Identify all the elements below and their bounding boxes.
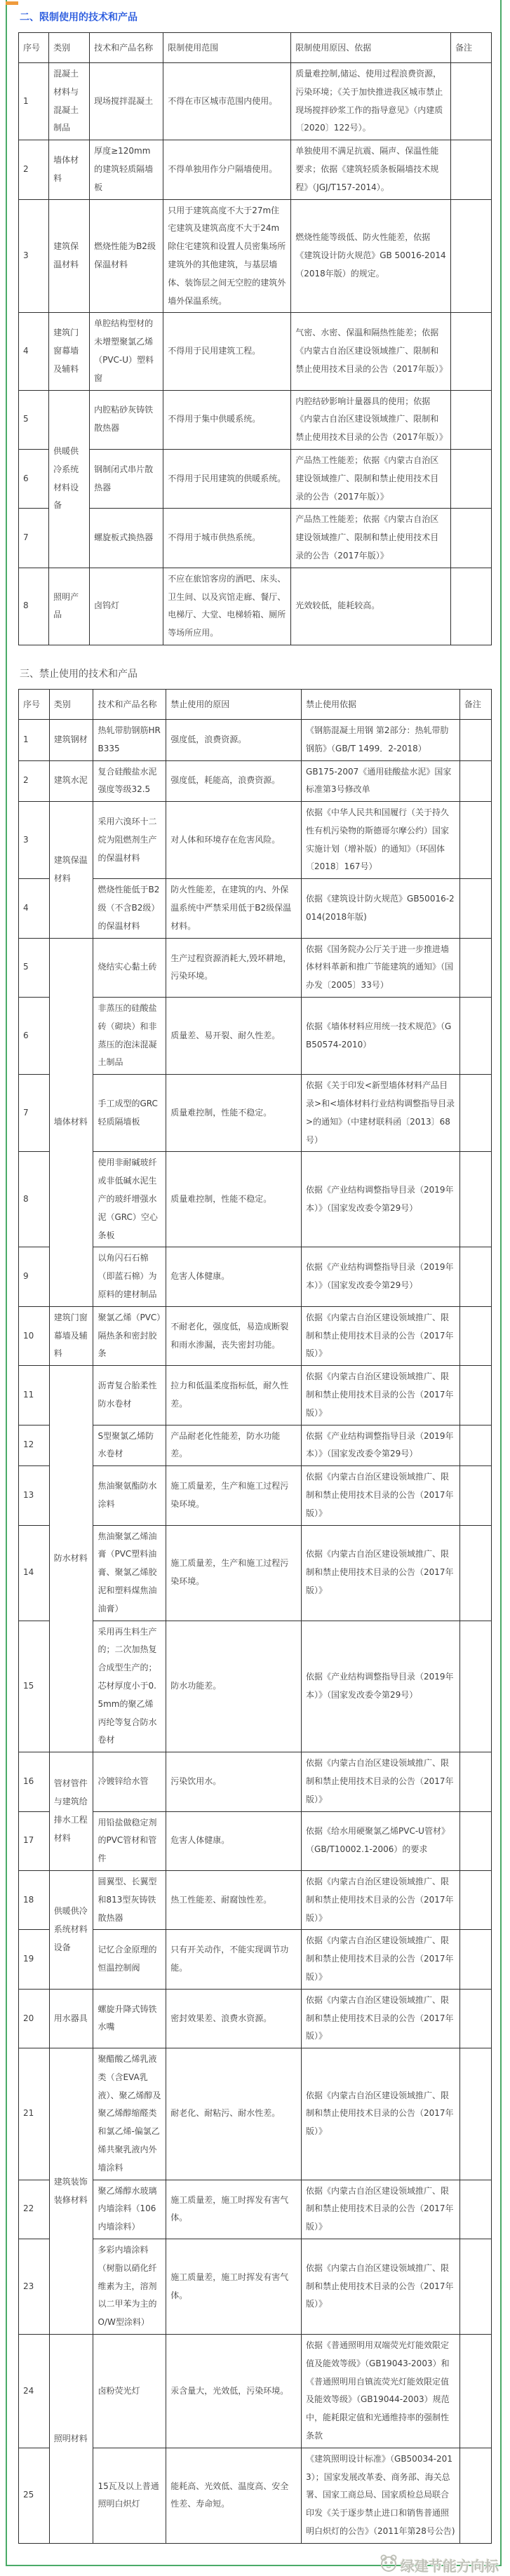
- column-header: 技术和产品名称: [90, 33, 163, 63]
- table-row: [19, 938, 492, 997]
- cell-note: [459, 1425, 491, 1466]
- header-row: [19, 689, 492, 719]
- cell-category: 建筑水泥: [49, 760, 93, 802]
- header-row: [19, 33, 492, 63]
- table-row: [19, 390, 492, 449]
- cell-note: [459, 719, 491, 760]
- cell-basis: 《钢筋混凝土用钢 第2部分：热轧带肋钢筋》（GB/T 1499．2-2018）: [302, 719, 460, 760]
- table-row: [19, 802, 492, 879]
- watermark-text: 绿建节能方向标: [401, 2557, 499, 2575]
- column-header: 备注: [459, 689, 491, 719]
- cell-name: 热轧带肋钢筋HRB335: [93, 719, 166, 760]
- cell-note: [451, 313, 492, 390]
- cell-name: 沥青复合胎柔性防水卷材: [93, 1366, 166, 1425]
- cell-name: 螺旋升降式铸铁水嘴: [93, 1989, 166, 2048]
- cell-name: 聚乙烯醇水玻璃内墙涂料（106内墙涂料）: [93, 2180, 166, 2239]
- cell-no: 17: [19, 1811, 50, 1870]
- cell-no: 1: [19, 63, 49, 140]
- cell-note: [459, 1752, 491, 1811]
- section-title-prohibited: 三、禁止使用的技术和产品: [20, 668, 137, 680]
- cell-reason: 生产过程资源消耗大,毁坏耕地，污染环境。: [166, 938, 302, 997]
- cell-reason: 强度低，浪费资源。: [166, 719, 302, 760]
- cell-note: [451, 390, 492, 449]
- cell-name: 单腔结构型材的未增塑聚氯乙烯（PVC-U）塑料窗: [90, 313, 163, 390]
- cell-note: [459, 1366, 491, 1425]
- panda-logo-icon: [380, 2554, 398, 2576]
- cell-category: 建筑门窗幕墙及辅料: [49, 1306, 93, 1365]
- cell-reason: 质量难控制，性能不稳定。: [166, 1075, 302, 1152]
- cell-basis: 依据《关于印发<新型墙体材料产品目录>和<墙体材料行业结构调整指导目录>的通知》（中建材联科函〔2013〕68号）: [302, 1075, 460, 1152]
- cell-no: 5: [19, 390, 49, 449]
- cell-no: 23: [19, 2239, 50, 2335]
- cell-reason: 施工质量差，施工时挥发有害气体。: [166, 2180, 302, 2239]
- cell-no: 8: [19, 568, 49, 645]
- cell-reason: 防火性能差，在建筑的内、外保温系统中严禁采用低于B2级保温材料。: [166, 879, 302, 938]
- cell-no: 24: [19, 2335, 50, 2448]
- cell-name: 燃烧性能为B2级保温材料: [90, 199, 163, 313]
- cell-name: 多彩内墙涂料（树脂以硝化纤维素为主，溶剂以二甲苯为主的O/W型涂料）: [93, 2239, 166, 2335]
- cell-name: 以角闪石石棉（即蓝石棉）为原料的建材制品: [93, 1247, 166, 1306]
- cell-no: 10: [19, 1306, 50, 1365]
- cell-basis: 依据《产业结构调整指导目录（2019年本）》（国家发改委令第29号）: [302, 1152, 460, 1247]
- column-header: 序号: [19, 689, 50, 719]
- cell-no: 11: [19, 1366, 50, 1425]
- cell-basis: GB175-2007《通用硅酸盐水泥》国家标准第3号修改单: [302, 760, 460, 802]
- cell-name: 烧结实心黏土砖: [93, 938, 166, 997]
- column-header: 禁止使用依据: [302, 689, 460, 719]
- cell-note: [459, 2335, 491, 2448]
- cell-scope: 不得用于集中供暖系统。: [163, 390, 291, 449]
- cell-name: 聚氯乙烯（PVC）隔热条和密封胶条: [93, 1306, 166, 1365]
- table-row: [19, 1989, 492, 2048]
- cell-no: 16: [19, 1752, 50, 1811]
- cell-no: 6: [19, 449, 49, 508]
- cell-no: 13: [19, 1466, 50, 1525]
- cell-no: 22: [19, 2180, 50, 2239]
- cell-basis: 依据《建筑设计防火规范》GB50016-2014(2018年版): [302, 879, 460, 938]
- cell-reason: 内腔结砂影响计量器具的使用；依据《内蒙古自治区建设领域推广、限制和禁止使用技术目录的公告（2017年版）》: [291, 390, 451, 449]
- cell-no: 20: [19, 1989, 50, 2048]
- cell-note: [459, 1811, 491, 1870]
- cell-category: 墙体材料: [49, 938, 93, 1306]
- cell-no: 8: [19, 1152, 50, 1247]
- cell-no: 4: [19, 879, 50, 938]
- cell-no: 9: [19, 1247, 50, 1306]
- cell-no: 12: [19, 1425, 50, 1466]
- cell-note: [451, 509, 492, 568]
- cell-reason: 质量难控制,储运、使用过程浪费资源，污染环境；《关于加快推进我区城市禁止现场搅拌砂浆工作的指导意见》（内建质〔2020〕122号）。: [291, 63, 451, 140]
- cell-scope: 不得用于民用建筑的供暖系统。: [163, 449, 291, 508]
- cell-note: [459, 802, 491, 879]
- column-header: 序号: [19, 33, 49, 63]
- table-row: [19, 719, 492, 760]
- restricted-products-table: [18, 32, 492, 645]
- cell-name: 焦油聚氯乙烯油膏（PVC塑料油膏、聚氯乙烯胶泥和塑料煤焦油油膏）: [93, 1525, 166, 1621]
- cell-reason: 产品热工性能差；依据《内蒙古自治区建设领域推广、限制和禁止使用技术目录的公告（2017年版）》: [291, 509, 451, 568]
- page-frame: [6, 0, 502, 2575]
- column-header: 禁止使用的原因: [166, 689, 302, 719]
- cell-reason: 施工质量差，施工时挥发有害气体。: [166, 2239, 302, 2335]
- table-row: [19, 1306, 492, 1365]
- cell-basis: 依据《产业结构调整指导目录（2019年本）》（国家发改委令第29号）: [302, 1621, 460, 1752]
- cell-reason: 热工性能差、耐腐蚀性差。: [166, 1870, 302, 1929]
- cell-note: [451, 449, 492, 508]
- cell-name: 燃烧性能低于B2级（不含B2级）的保温材料: [93, 879, 166, 938]
- cell-basis: 依据《国务院办公厅关于进一步推进墙体材料革新和推广节能建筑的通知》（国办发〔2005〕33号）: [302, 938, 460, 997]
- cell-basis: 依据《中华人民共和国履行（关于持久性有机污染物的斯德哥尔摩公约）国家实施计划（增补版）的通知》（环固体〔2018〕167号）: [302, 802, 460, 879]
- cell-basis: 依据《产业结构调整指导目录（2019年本）》（国家发改委令第29号）: [302, 1425, 460, 1466]
- cell-name: 内腔粘砂灰铸铁散热器: [90, 390, 163, 449]
- cell-name: 厚度≥120mm的建筑轻质隔墙板: [90, 140, 163, 199]
- cell-name: 聚醋酸乙烯乳液类（含EVA乳液）、聚乙烯醇及聚乙烯醇缩醛类和氯乙烯-偏氯乙烯共聚乳液内外墙涂料: [93, 2048, 166, 2180]
- cell-name: 采用再生料生产的；二次加热复合成型生产的；芯材厚度小于0.5mm的聚乙烯丙纶等复合防水卷材: [93, 1621, 166, 1752]
- table-row: [19, 509, 492, 568]
- table-row: [19, 313, 492, 390]
- column-header: 技术和产品名称: [93, 689, 166, 719]
- cell-note: [459, 2239, 491, 2335]
- cell-basis: 依据《内蒙古自治区建设领域推广、限制和禁止使用技术目录的公告（2017年版）》: [302, 1366, 460, 1425]
- cell-basis: 依据《内蒙古自治区建设领域推广、限制和禁止使用技术目录的公告（2017年版）》: [302, 2180, 460, 2239]
- cell-no: 7: [19, 1075, 50, 1152]
- cell-reason: 污染饮用水。: [166, 1752, 302, 1811]
- table-row: [19, 63, 492, 140]
- watermark: [380, 2554, 499, 2576]
- cell-reason: 危害人体健康。: [166, 1811, 302, 1870]
- table-row: [19, 140, 492, 199]
- cell-no: 2: [19, 140, 49, 199]
- cell-basis: 依据《内蒙古自治区建设领域推广、限制和禁止使用技术目录的公告（2017年版）》: [302, 1870, 460, 1929]
- cell-reason: 耐老化、耐粘污、耐水性差。: [166, 2048, 302, 2180]
- cell-name: 手工成型的GRC轻质隔墙板: [93, 1075, 166, 1152]
- cell-reason: 强度低，耗能高，浪费资源。: [166, 760, 302, 802]
- cell-reason: 施工质量差，生产和施工过程污染环境。: [166, 1525, 302, 1621]
- table-row: [19, 1366, 492, 1425]
- cell-reason: 汞含量大，光效低，污染环境。: [166, 2335, 302, 2448]
- cell-reason: 只有开关动作，不能实现调节功能。: [166, 1930, 302, 1989]
- cell-name: 15瓦及以上普通照明白炽灯: [93, 2448, 166, 2543]
- cell-note: [451, 568, 492, 645]
- cell-name: 圆翼型、长翼型和813型灰铸铁散热器: [93, 1870, 166, 1929]
- cell-note: [459, 1621, 491, 1752]
- cell-name: 复合硅酸盐水泥强度等级32.5: [93, 760, 166, 802]
- cell-no: 18: [19, 1870, 50, 1929]
- cell-name: 钢制闭式串片散热器: [90, 449, 163, 508]
- cell-category: 照明材料: [49, 2335, 93, 2544]
- cell-reason: 施工质量差，生产和施工过程污染环境。: [166, 1466, 302, 1525]
- cell-note: [459, 1870, 491, 1929]
- cell-category: 建筑保温材料: [49, 802, 93, 939]
- column-header: 限制使用原因、依据: [291, 33, 451, 63]
- cell-scope: 不应在旅馆客房的酒吧、床头、卫生间、以及宾馆走廊、餐厅、电梯厅、大堂、电梯轿箱、厕所等场所应用。: [163, 568, 291, 645]
- column-header: 类别: [49, 33, 90, 63]
- table-row: [19, 760, 492, 802]
- cell-category: 供暖供冷系统材料设备: [49, 390, 90, 568]
- cell-name: 螺旋板式换热器: [90, 509, 163, 568]
- cell-basis: 依据《内蒙古自治区建设领域推广、限制和禁止使用技术目录的公告（2017年版）》: [302, 1525, 460, 1621]
- cell-reason: 能耗高、光效低、温度高、安全性差、寿命短。: [166, 2448, 302, 2543]
- cell-reason: 对人体和环境存在危害风险。: [166, 802, 302, 879]
- cell-note: [459, 1306, 491, 1365]
- cell-note: [459, 879, 491, 938]
- cell-basis: 依据《内蒙古自治区建设领域推广、限制和禁止使用技术目录的公告（2017年版）》: [302, 2048, 460, 2180]
- cell-note: [459, 1466, 491, 1525]
- cell-note: [459, 1075, 491, 1152]
- cell-reason: 拉力和低温柔度指标低，耐久性差。: [166, 1366, 302, 1425]
- cell-name: 焦油聚氨酯防水涂料: [93, 1466, 166, 1525]
- column-header: 类别: [49, 689, 93, 719]
- table-row: [19, 568, 492, 645]
- cell-category: 建筑钢材: [49, 719, 93, 760]
- cell-basis: 依据《内蒙古自治区建设领域推广、限制和禁止使用技术目录的公告（2017年版）》: [302, 1306, 460, 1365]
- cell-note: [459, 1989, 491, 2048]
- cell-no: 19: [19, 1930, 50, 1989]
- cell-name: 采用六溴环十二烷为阻燃剂生产的保温材料: [93, 802, 166, 879]
- cell-name: 卤粉荧光灯: [93, 2335, 166, 2448]
- cell-no: 3: [19, 199, 49, 313]
- cell-basis: 依据《内蒙古自治区建设领域推广、限制和禁止使用技术目录的公告（2017年版）》: [302, 1930, 460, 1989]
- cell-no: 3: [19, 802, 50, 879]
- cell-basis: 依据《内蒙古自治区建设领域推广、限制和禁止使用技术目录的公告（2017年版）》: [302, 2239, 460, 2335]
- cell-reason: 质量难控制，性能不稳定。: [166, 1152, 302, 1247]
- cell-no: 21: [19, 2048, 50, 2180]
- cell-basis: 依据《产业结构调整指导目录（2019年本）》（国家发改委令第29号）: [302, 1247, 460, 1306]
- section-prohibited: [18, 666, 495, 2544]
- cell-name: 记忆合金原理的恒温控制阀: [93, 1930, 166, 1989]
- cell-reason: 防水功能差。: [166, 1621, 302, 1752]
- cell-reason: 单独使用不满足抗震、隔声、保温性能要求；依据《建筑轻质条板隔墙技术规程》（JGJ/T157-2014）。: [291, 140, 451, 199]
- cell-reason: 燃烧性能等级低、防火性能差，依据《建筑设计防火规范》GB 50016-2014（2018年版）的规定。: [291, 199, 451, 313]
- cell-basis: 《建筑照明设计标准》（GB50034-2013）；国家发展改革委、商务部、海关总署、国家工商总局、国家质检总局联合印发《关于逐步禁止进口和销售普通照明白炽灯的公告》（2011年第28号公告): [302, 2448, 460, 2543]
- cell-scope: 不得用于民用建筑工程。: [163, 313, 291, 390]
- cell-reason: 密封效果差、浪费水资源。: [166, 1989, 302, 2048]
- cell-note: [459, 2180, 491, 2239]
- section-restricted: [18, 10, 495, 645]
- cell-name: 非蒸压的硅酸盐砖（砌块）和非蒸压的泡沫混凝土制品: [93, 998, 166, 1075]
- cell-reason: 光效较低，能耗较高。: [291, 568, 451, 645]
- cell-name: 现场搅拌混凝土: [90, 63, 163, 140]
- table-row: [19, 1870, 492, 1929]
- cell-reason: 产品热工性能差；依据《内蒙古自治区建设领域推广、限制和禁止使用技术目录的公告（2017年版）》: [291, 449, 451, 508]
- cell-name: 用铅盐做稳定剂的PVC管材和管件: [93, 1811, 166, 1870]
- cell-reason: 质量差、易开裂、耐久性差。: [166, 998, 302, 1075]
- cell-no: 15: [19, 1621, 50, 1752]
- cell-note: [459, 938, 491, 997]
- table-row: [19, 1752, 492, 1811]
- cell-note: [451, 63, 492, 140]
- cell-category: 管材管件与建筑给排水工程材料: [49, 1752, 93, 1871]
- cell-category: 建筑门窗幕墙及辅料: [49, 313, 90, 390]
- cell-note: [459, 998, 491, 1075]
- cell-note: [459, 1152, 491, 1247]
- cell-reason: 气密、水密、保温和隔热性能差；依据《内蒙古自治区建设领域推广、限制和禁止使用技术目录的公告（2017年版）》: [291, 313, 451, 390]
- cell-basis: 依据《内蒙古自治区建设领域推广、限制和禁止使用技术目录的公告（2017年版）》: [302, 1752, 460, 1811]
- table-row: [19, 199, 492, 313]
- cell-no: 4: [19, 313, 49, 390]
- cell-name: 使用非耐碱玻纤或非低碱水泥生产的玻纤增强水泥（GRC）空心条板: [93, 1152, 166, 1247]
- cell-no: 14: [19, 1525, 50, 1621]
- cell-category: 墙体材料: [49, 140, 90, 199]
- cell-scope: 不得用于城市供热系统。: [163, 509, 291, 568]
- column-header: 限制使用范围: [163, 33, 291, 63]
- cell-category: 建筑装饰装修材料: [49, 2048, 93, 2335]
- cell-no: 1: [19, 719, 50, 760]
- cell-scope: 只用于建筑高度不大于27m住宅建筑及建筑高度不大于24m除住宅建筑和设置人员密集场所建筑外的其他建筑，与基层墙体、装饰层之间无空腔的建筑外墙外保温系统。: [163, 199, 291, 313]
- cell-reason: 危害人体健康。: [166, 1247, 302, 1306]
- cell-note: [459, 760, 491, 802]
- cell-category: 建筑保温材料: [49, 199, 90, 313]
- cell-basis: 依据《墙体材料应用统一技术规范》（GB50574-2010）: [302, 998, 460, 1075]
- cell-category: 用水器具: [49, 1989, 93, 2048]
- cell-note: [459, 1247, 491, 1306]
- cell-basis: 依据《内蒙古自治区建设领域推广、限制和禁止使用技术目录的公告（2017年版）》: [302, 1989, 460, 2048]
- cell-no: 5: [19, 938, 50, 997]
- cell-note: [451, 199, 492, 313]
- cell-note: [451, 140, 492, 199]
- table-row: [19, 2048, 492, 2180]
- prohibited-products-table: [18, 689, 492, 2544]
- cell-basis: 依据《内蒙古自治区建设领域推广、限制和禁止使用技术目录的公告（2017年版）》: [302, 1466, 460, 1525]
- cell-no: 2: [19, 760, 50, 802]
- cell-scope: 不得单独用作分户隔墙使用。: [163, 140, 291, 199]
- cell-name: S型聚氯乙烯防水卷材: [93, 1425, 166, 1466]
- cell-category: 混凝土材料与混凝土制品: [49, 63, 90, 140]
- cell-note: [459, 2048, 491, 2180]
- cell-category: 防水材料: [49, 1366, 93, 1752]
- section-title-restricted: 二、限制使用的技术和产品: [20, 12, 137, 23]
- corner-accent-mark: [6, 1, 18, 5]
- cell-scope: 不得在市区城市范围内使用。: [163, 63, 291, 140]
- cell-reason: 产品耐老化性能差，防水功能差。: [166, 1425, 302, 1466]
- cell-note: [459, 2448, 491, 2543]
- table-row: [19, 449, 492, 508]
- cell-reason: 不耐老化，强度低，易造成断裂和雨水渗漏，丧失密封功能。: [166, 1306, 302, 1365]
- cell-no: 7: [19, 509, 49, 568]
- cell-basis: 依据《普通照明用双端荧光灯能效限定值及能效等级》（GB19043-2003）和《普通照明用自镇流荧光灯能效限定值及能效等级》（GB19044-2003）规范中，能耗限定值和光通维持率的强制性条款: [302, 2335, 460, 2448]
- cell-no: 6: [19, 998, 50, 1075]
- cell-category: 照明产品: [49, 568, 90, 645]
- cell-note: [459, 1930, 491, 1989]
- cell-name: 冷镀锌给水管: [93, 1752, 166, 1811]
- table-row: [19, 2335, 492, 2448]
- cell-basis: 依据《给水用硬聚氯乙烯PVC-U管材》（GB/T10002.1-2006）的要求: [302, 1811, 460, 1870]
- cell-category: 供暖供冷系统材料设备: [49, 1870, 93, 1989]
- column-header: 备注: [451, 33, 492, 63]
- cell-no: 25: [19, 2448, 50, 2543]
- cell-name: 卤钨灯: [90, 568, 163, 645]
- cell-note: [459, 1525, 491, 1621]
